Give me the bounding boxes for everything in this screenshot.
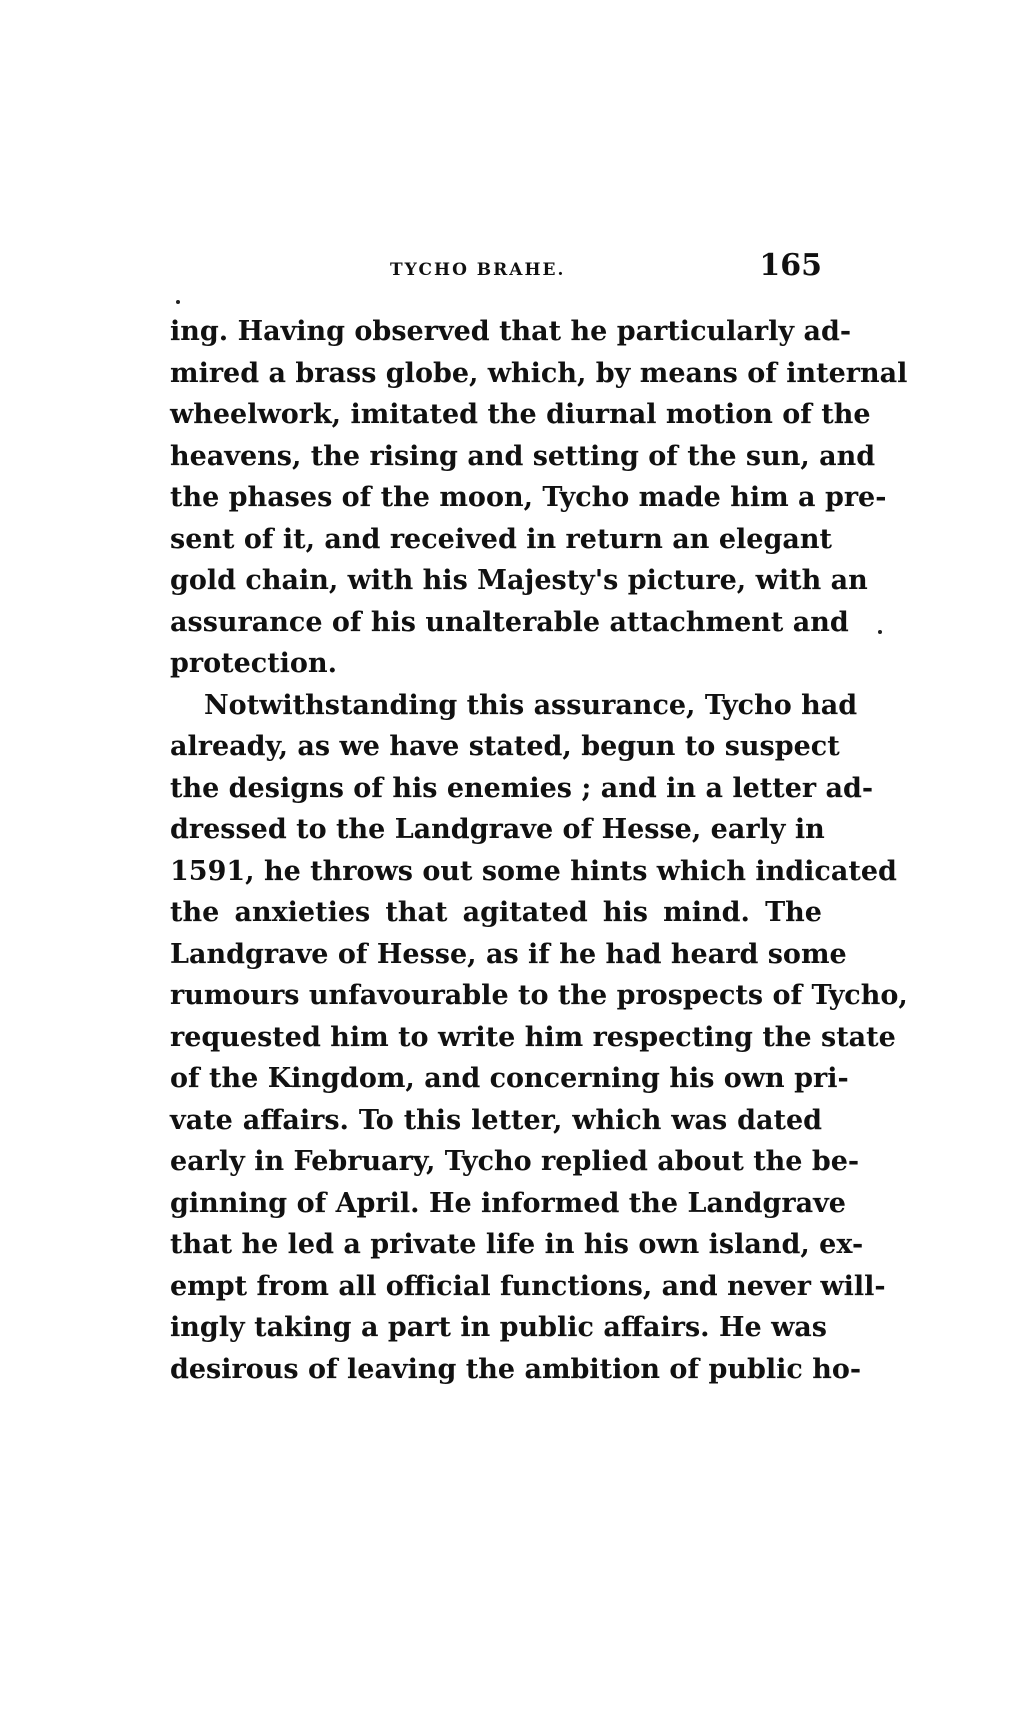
text-line: desirous of leaving the ambition of public ho- — [170, 1353, 862, 1385]
text-line: ingly taking a part in public affairs. He was — [170, 1312, 828, 1343]
print-speck — [878, 630, 882, 634]
text-line: the designs of his enemies ; and in a letter ad- — [170, 772, 874, 804]
paragraph-2 — [170, 685, 908, 1391]
text-line: Notwithstanding this assurance, Tycho had — [204, 689, 858, 721]
text-line: vate affairs. To this letter, which was dated — [170, 1104, 822, 1136]
text-line: rumours unfavourable to the prospects of Tycho, — [170, 980, 908, 1011]
text-line: gold chain, with his Majesty's picture, with an — [170, 565, 868, 596]
print-speck — [176, 300, 180, 304]
text-line: of the Kingdom, and concerning his own pri- — [170, 1063, 849, 1094]
text-line: the anxieties that agitated his mind. The — [170, 897, 822, 928]
text-line: heavens, the rising and setting of the sun, and — [170, 440, 876, 472]
text-line: protection. — [170, 648, 337, 679]
text-line: ginning of April. He informed the Landgrave — [170, 1187, 846, 1219]
text-line: already, as we have stated, begun to suspect — [170, 731, 840, 762]
text-line: 1591, he throws out some hints which indicated — [170, 855, 897, 887]
text-line: that he led a private life in his own island, ex- — [170, 1229, 864, 1260]
running-title: TYCHO BRAHE. — [390, 260, 566, 280]
body-text — [170, 311, 908, 1390]
text-line: Landgrave of Hesse, as if he had heard some — [170, 938, 847, 970]
paragraph-1 — [170, 311, 908, 685]
text-line: empt from all official functions, and never will- — [170, 1270, 886, 1302]
text-line: sent of it, and received in return an elegant — [170, 523, 832, 555]
text-line: dressed to the Landgrave of Hesse, early in — [170, 814, 825, 845]
text-line: ing. Having observed that he particularly ad- — [170, 316, 852, 347]
text-line: early in February, Tycho replied about the be- — [170, 1146, 860, 1177]
text-line: assurance of his unalterable attachment and — [170, 606, 849, 638]
text-line: wheelwork, imitated the diurnal motion of the — [170, 399, 871, 430]
running-head — [170, 248, 822, 288]
text-line: requested him to write him respecting the state — [170, 1021, 896, 1053]
text-line: mired a brass globe, which, by means of internal — [170, 357, 908, 389]
text-line: the phases of the moon, Tycho made him a pre- — [170, 482, 887, 513]
page-number: 165 — [759, 248, 822, 283]
